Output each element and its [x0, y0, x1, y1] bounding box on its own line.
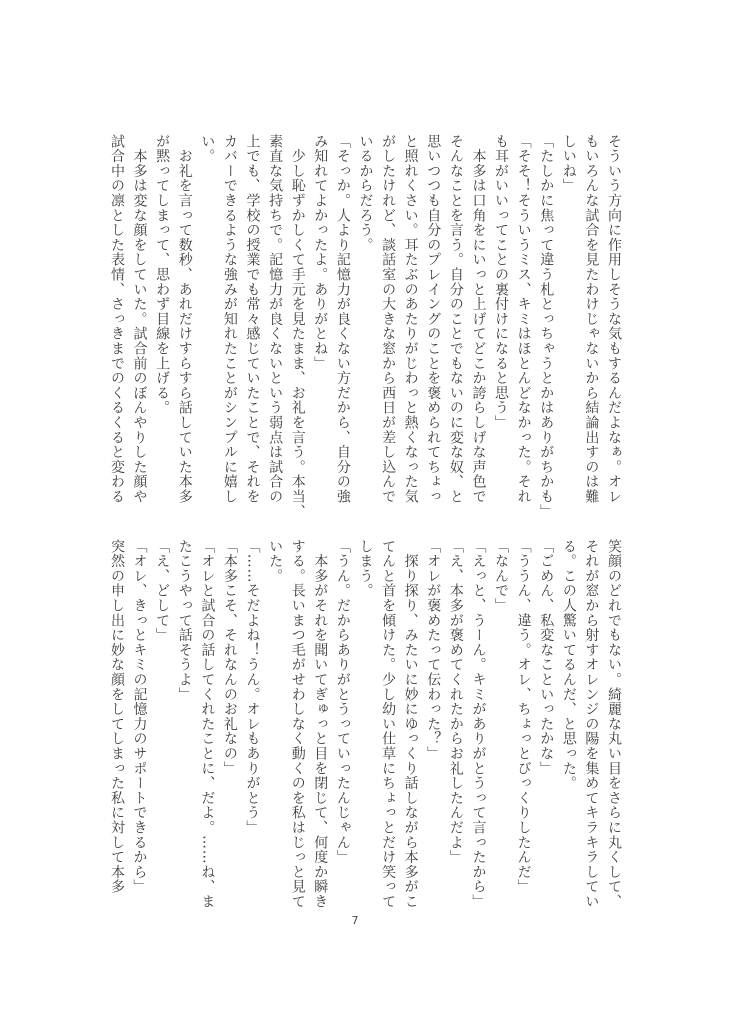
- text-line: 「うん。だからありがとうっていったんじゃん」: [334, 539, 351, 865]
- text-line: お礼を言って数秒、あれだけすらすら話していた本多: [176, 134, 193, 504]
- text-line: み知れてよかったよ。ありがとね」: [312, 134, 329, 371]
- text-line: カバーできるような強みが知れたことがシンプルに嬉し: [221, 134, 238, 504]
- text-line: 本多は口角をにいっと上げてどこか誇らしげな声色で: [470, 134, 487, 504]
- text-line: しいね」: [560, 134, 577, 194]
- text-line: する。長いまつ毛がせわしなく動くのを私はじっと見て: [289, 539, 306, 909]
- text-line: 素直な気持ちで。記憶力が良くないという弱点は試合の: [267, 134, 284, 504]
- text-line: もいろんな試合を見たわけじゃないから結論出すのは難: [583, 134, 600, 504]
- text-line: 「そそ！そういうミス、キミはほとんどなかった。それ: [515, 134, 532, 504]
- text-line: 少し恥ずかしくて手元を見たまま、お礼を言う。本当、: [289, 134, 306, 519]
- text-line: てんと首を傾けた。少し幼い仕草にちょっとだけ笑って: [380, 539, 397, 909]
- text-block-top: [105, 134, 625, 519]
- text-line: 「本多こそ、それなんのお礼なの」: [221, 539, 238, 776]
- text-line: がしたけれど、談話室の大きな窓から西日が差し込んで: [380, 134, 397, 504]
- text-line: い。: [199, 134, 216, 164]
- text-line: と照れくさい。耳たぶのあたりがじわっと熱くなった気: [402, 134, 419, 504]
- text-line: いるからだろう。: [357, 134, 374, 253]
- text-line: 本多は変な顔をしていた。試合前のぼんやりした顔や: [131, 134, 148, 504]
- text-line: 「なんで」: [493, 539, 510, 613]
- text-line: 「……そだよね！うん。オレもありがとう」: [244, 539, 261, 835]
- text-line: そういう方向に作用しそうな気もするんだよなぁ。オレ: [606, 134, 622, 504]
- text-line: そんなことを言う。自分のことでもないのに変な奴、と: [447, 134, 464, 504]
- text-line: る。この人驚いてるんだ、と思った。: [560, 539, 577, 791]
- text-line: も耳がいいってことの裏付けになると思う」: [493, 134, 510, 430]
- text-line: それが窓から射すオレンジの陽を集めてキラキラしてい: [583, 539, 600, 909]
- text-line: 本多がそれを聞いてぎゅっと目を閉じて、何度か瞬き: [312, 539, 329, 909]
- text-line: 思いつつも自分のプレイングのことを褒められてちょっ: [425, 134, 442, 504]
- text-line: いた。: [267, 539, 284, 584]
- text-line: 「ううん、違う。オレ、ちょっとびっくりしたんだ」: [515, 539, 532, 895]
- text-line: 「オレ、きっとキミの記憶力のサポートできるから」: [131, 539, 148, 895]
- text-line: 「えっと、うーん。キミがありがとうって言ったから」: [470, 539, 487, 909]
- text-line: 「そっか。人より記憶力が良くない方だから、自分の強: [334, 134, 351, 504]
- page-number: 7: [351, 914, 359, 927]
- text-line: 「たしかに焦って違う札とっちゃうとかはありがちかも」: [538, 134, 555, 519]
- text-line: 上でも、学校の授業でも常々感じていたことで、それを: [244, 134, 261, 504]
- text-line: 「オレが褒めたって伝わった？」: [425, 539, 442, 761]
- text-line: たこうやって話そうよ」: [176, 539, 193, 702]
- text-line: 笑顔のどれでもない。綺麗な丸い目をさらに丸くして、: [606, 539, 622, 909]
- text-line: 「オレと試合の話してくれたことに、だよ。……ね、ま: [199, 539, 216, 909]
- text-line: 試合中の凛とした表情、さっきまでのくるくると変わる: [108, 134, 125, 504]
- text-line: 探り探り、みたいに妙にゆっくり話しながら本多がこ: [402, 539, 419, 909]
- text-block-bottom: [105, 539, 625, 909]
- text-line: しまう。: [357, 539, 374, 599]
- text-line: 「え、本多が褒めてくれたからお礼したんだよ」: [447, 539, 464, 865]
- text-line: 「ごめん、私変なこといったかな」: [538, 539, 555, 776]
- text-line: 「え、どして」: [154, 539, 171, 643]
- text-line: が黙ってしまって、思わず目線を上げる。: [154, 134, 171, 416]
- text-line: 突然の申し出に妙な顔をしてしまった私に対して本多: [108, 539, 125, 895]
